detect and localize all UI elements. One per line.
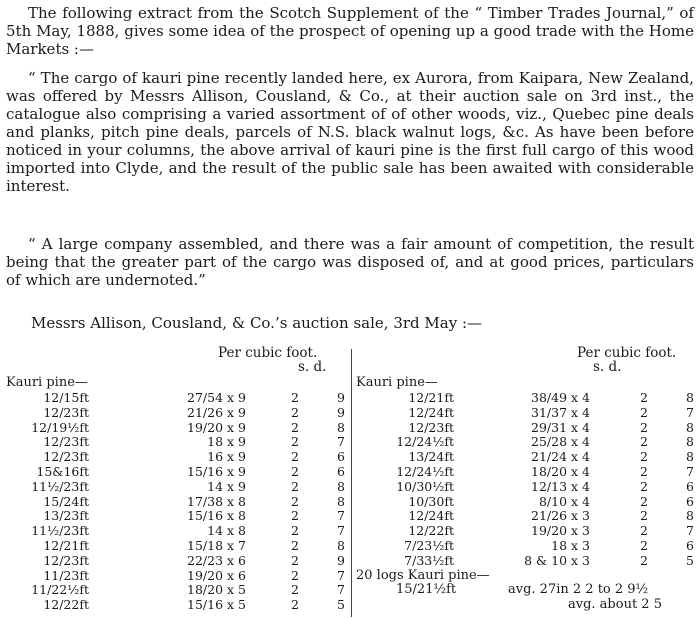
table-row: 11½/23ft 14 x 8 2 7 <box>31 523 345 539</box>
right-rows <box>352 391 700 569</box>
table-row: 7/23½ft 18 x 3 2 6 <box>404 537 694 553</box>
left-price-table <box>0 346 351 619</box>
paragraph-company: “ A large company assembled, and there was a fair amount of competition, the result being that the greater part of the cargo was disposed of, and at good prices, particulars of which are undernoted.” <box>6 235 694 289</box>
table-row: 11½/23ft 14 x 9 2 8 <box>31 478 345 494</box>
table-row: 15/24ft 17/38 x 8 2 8 <box>43 493 345 509</box>
logs-length: 15/21½ft <box>396 582 457 597</box>
right-section-label: Kauri pine— <box>356 375 438 390</box>
table-row: 12/24½ft 25/28 x 4 2 8 <box>396 434 694 450</box>
table-row: 12/23ft 18 x 9 2 7 <box>43 434 345 450</box>
table-row: 12/23ft 21/26 x 9 2 9 <box>43 404 345 420</box>
left-sd-header: s. d. <box>298 359 327 375</box>
table-row: 15&16ft 15/16 x 9 2 6 <box>36 463 345 479</box>
left-rows <box>0 391 351 613</box>
table-row: 12/23ft 16 x 9 2 6 <box>43 449 345 465</box>
right-per-cubic-foot-header: Per cubic foot. <box>577 345 677 361</box>
table-row: 12/15ft 27/54 x 9 2 9 <box>43 390 345 405</box>
table-row: 12/21ft 38/49 x 4 2 8 <box>408 390 694 405</box>
table-row: 12/24ft 31/37 x 4 2 7 <box>408 404 694 420</box>
logs-average-about: avg. about 2 5 <box>568 597 662 612</box>
table-row: 12/24ft 21/26 x 3 2 8 <box>408 508 694 524</box>
table-row: 10/30ft 8/10 x 4 2 6 <box>408 493 694 509</box>
table-row: 12/23ft 22/23 x 6 2 9 <box>43 552 345 568</box>
right-sd-header: s. d. <box>593 359 622 375</box>
logs-average: avg. 27in 2 2 to 2 9½ <box>508 582 649 597</box>
paragraph-cargo: “ The cargo of kauri pine recently landed here, ex Aurora, from Kaipara, New Zealand, was offered by Messrs Allison, Cousland, & Co., at their auction sale on 3rd inst., the catalogue also comprising a varied assortment of of other woods, viz., Quebec pine deals and planks, pitch pine deals, parcels of N.S. black walnut logs, &c. As have been before noticed in your columns, the above arrival of kauri pine is the first full cargo of this wood imported into Clyde, and the result of the public sale has been awaited with considerable interest. <box>6 69 694 195</box>
table-row: 12/21ft 15/18 x 7 2 8 <box>43 537 345 553</box>
left-section-label: Kauri pine— <box>6 375 88 390</box>
table-row: 11/22½ft 18/20 x 5 2 7 <box>31 582 345 598</box>
table-row: 10/30½ft 12/13 x 4 2 6 <box>396 478 694 494</box>
table-row: 12/22ft 15/16 x 5 2 5 <box>43 597 345 613</box>
left-per-cubic-foot-header: Per cubic foot. <box>218 345 318 361</box>
table-row: 12/19½ft 19/20 x 9 2 8 <box>31 419 345 435</box>
table-row: 11/23ft 19/20 x 6 2 7 <box>43 567 345 583</box>
paragraph-intro: The following extract from the Scotch Supplement of the “ Timber Trades Journal,” of 5th May, 1888, gives some idea of the prospect of opening up a good trade with the Home Markets :— <box>6 4 694 58</box>
table-row: 12/23ft 29/31 x 4 2 8 <box>408 419 694 435</box>
table-row: 12/22ft 19/20 x 3 2 7 <box>408 523 694 539</box>
table-row: 13/24ft 21/24 x 4 2 8 <box>408 449 694 465</box>
table-row: 12/24½ft 18/20 x 4 2 7 <box>396 463 694 479</box>
auction-heading: Messrs Allison, Cousland, & Co.’s auction sale, 3rd May :— <box>31 314 483 332</box>
logs-section-label: 20 logs Kauri pine— <box>356 568 490 583</box>
table-row: 13/23ft 15/16 x 8 2 7 <box>43 508 345 524</box>
table-row: 7/33½ft 8 & 10 x 3 2 5 <box>404 552 694 568</box>
right-price-table <box>352 346 700 619</box>
